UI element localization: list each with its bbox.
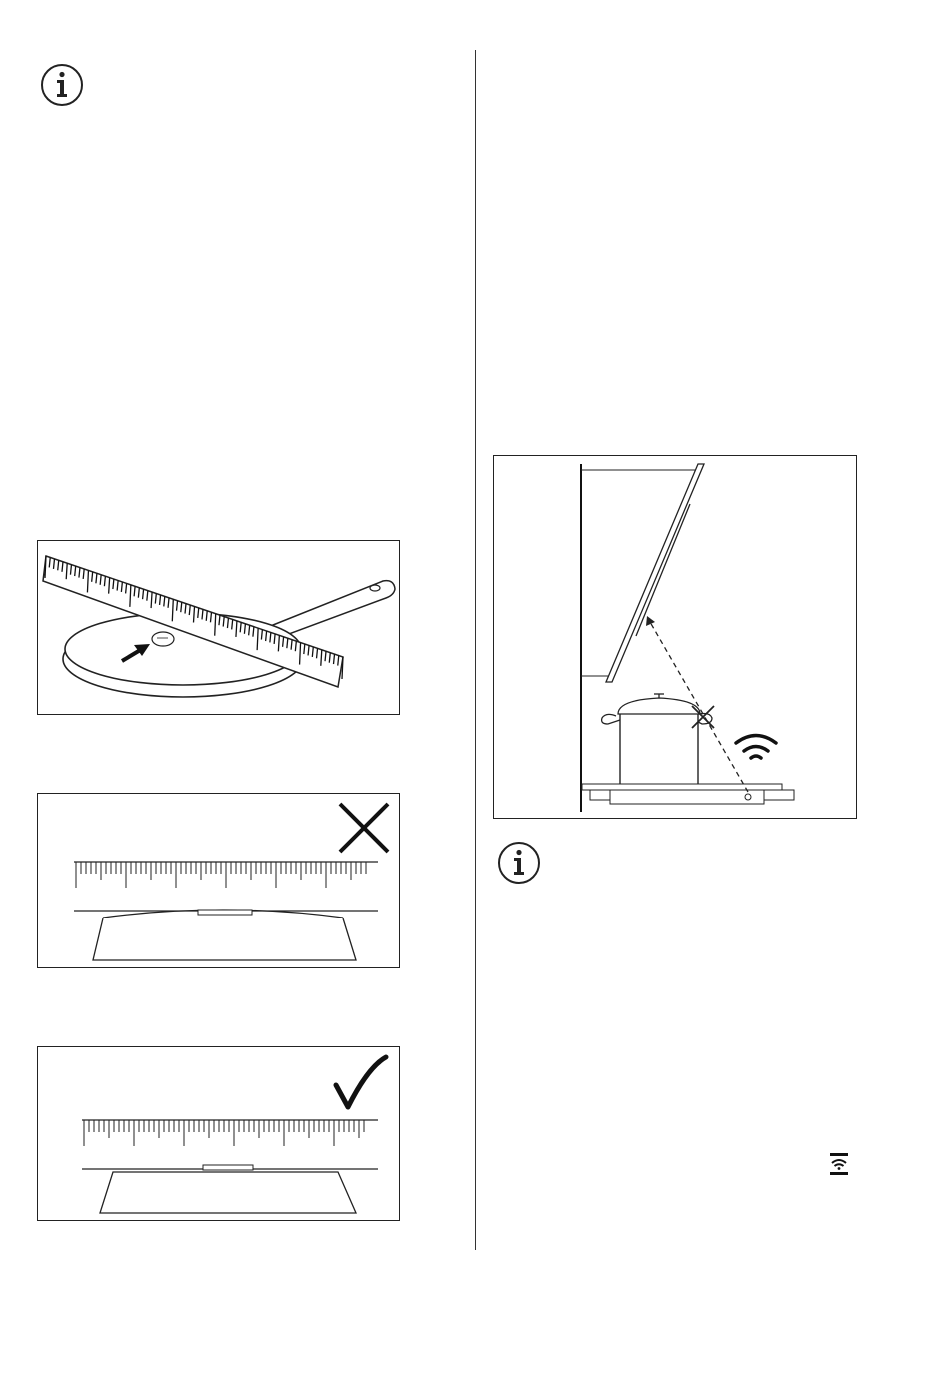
hood-signal-figure [493,455,857,819]
column-divider [475,50,476,1250]
pan-bottom-ruler-figure [37,540,400,715]
wireless-signal-icon [736,736,776,759]
info-circle-icon [497,841,541,885]
hob2hood-remote-icon [826,1151,852,1177]
concave-base-figure [37,793,400,968]
cross-mark-icon [340,804,388,852]
check-mark-icon [336,1057,386,1107]
info-circle-icon [40,63,84,107]
flat-base-figure [37,1046,400,1221]
